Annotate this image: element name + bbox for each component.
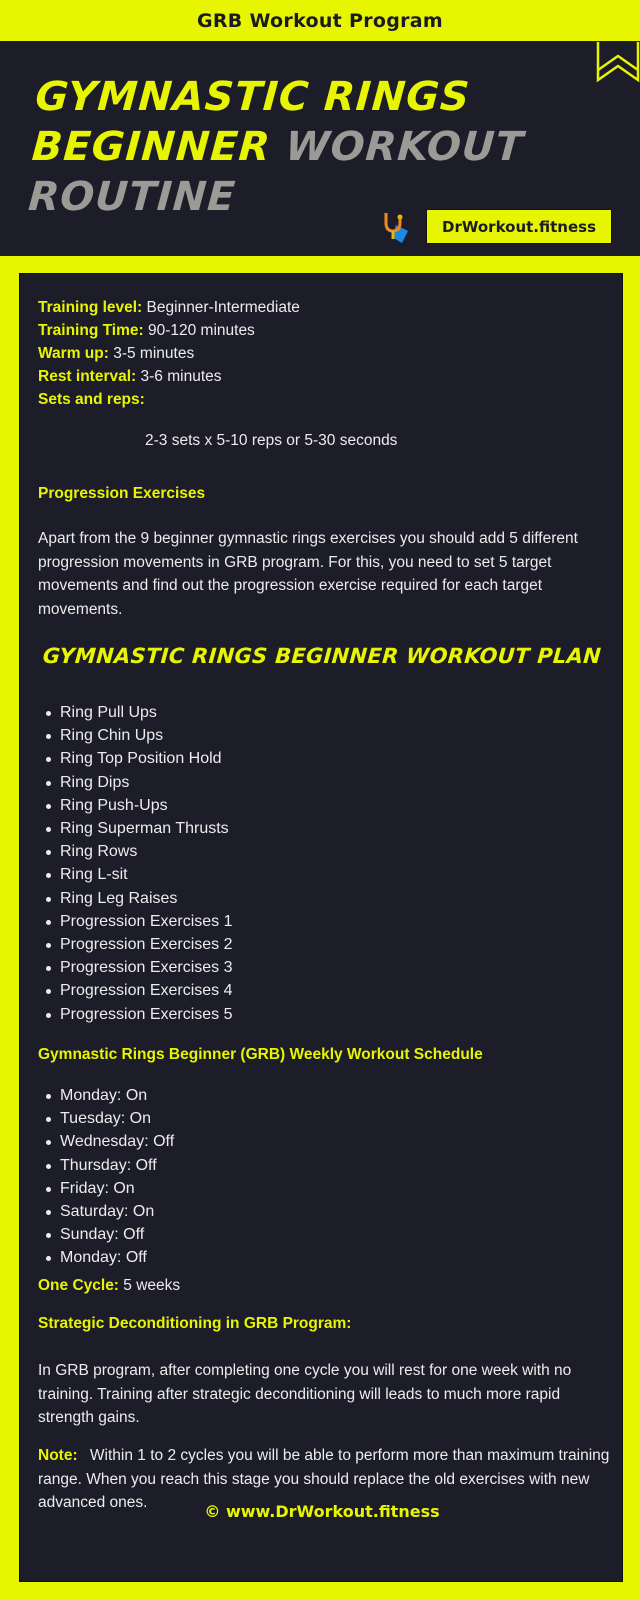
list-item: Ring Chin Ups: [38, 724, 233, 747]
bookmark-chevron-icon: [596, 42, 640, 84]
list-item: Friday: On: [38, 1177, 174, 1200]
exercise-list: [38, 701, 233, 1026]
title-line-3: ROUTINE: [26, 174, 238, 220]
list-item: Progression Exercises 2: [38, 933, 233, 956]
weekly-schedule-list: [38, 1084, 174, 1270]
detail-sets-reps: Sets and reps:: [38, 391, 145, 408]
brand-badge[interactable]: DrWorkout.fitness: [426, 209, 612, 244]
brand-block: [382, 209, 612, 244]
footer-copyright[interactable]: © www.DrWorkout.fitness: [204, 1502, 440, 1521]
training-details: [38, 296, 300, 411]
stethoscope-logo-icon: [382, 211, 410, 243]
list-item: Sunday: Off: [38, 1223, 174, 1246]
list-item: Ring L-sit: [38, 863, 233, 886]
hero-header: [0, 41, 640, 256]
list-item: Progression Exercises 1: [38, 910, 233, 933]
content-card: [19, 273, 623, 1582]
list-item: Ring Top Position Hold: [38, 747, 233, 770]
note-block: Note: Within 1 to 2 cycles you will be able to perform more than maximum training range. When you reach this stage you should replace the old exercises with new advanced ones.: [38, 1447, 610, 1511]
title-line-2-yellow: BEGINNER: [30, 124, 273, 170]
list-item: Progression Exercises 5: [38, 1003, 233, 1026]
sets-reps-value: 2-3 sets x 5-10 reps or 5-30 seconds: [145, 432, 398, 449]
title-line-1: GYMNASTIC RINGS: [33, 74, 472, 120]
detail-rest-interval: Rest interval: 3-6 minutes: [38, 368, 222, 385]
detail-training-level: Training level: Beginner-Intermediate: [38, 299, 300, 316]
deconditioning-heading: Strategic Deconditioning in GRB Program:: [38, 1315, 352, 1332]
list-item: Progression Exercises 3: [38, 956, 233, 979]
list-item: Saturday: On: [38, 1200, 174, 1223]
deconditioning-paragraph: In GRB program, after completing one cycle you will rest for one week with no training. Training after strategic deconditioning will leads to much more rapid strength gains.: [38, 1362, 572, 1426]
list-item: Monday: Off: [38, 1246, 174, 1269]
title-line-2-gray: WORKOUT: [283, 124, 526, 170]
schedule-heading: Gymnastic Rings Beginner (GRB) Weekly Workout Schedule: [38, 1046, 483, 1063]
program-title: GRB Workout Program: [196, 9, 444, 32]
list-item: Ring Rows: [38, 840, 233, 863]
one-cycle: One Cycle: 5 weeks: [38, 1277, 181, 1294]
progression-heading: Progression Exercises: [38, 485, 206, 502]
list-item: Progression Exercises 4: [38, 979, 233, 1002]
list-item: Wednesday: Off: [38, 1130, 174, 1153]
list-item: Thursday: Off: [38, 1154, 174, 1177]
list-item: Ring Leg Raises: [38, 887, 233, 910]
list-item: Ring Dips: [38, 771, 233, 794]
list-item: Ring Pull Ups: [38, 701, 233, 724]
detail-warm-up: Warm up: 3-5 minutes: [38, 345, 195, 362]
list-item: Ring Push-Ups: [38, 794, 233, 817]
detail-training-time: Training Time: 90-120 minutes: [38, 322, 255, 339]
hero-title: [27, 72, 529, 222]
list-item: Ring Superman Thrusts: [38, 817, 233, 840]
progression-paragraph: Apart from the 9 beginner gymnastic rings exercises you should add 5 different progression movements in GRB program. For this, you need to set 5 target movements and find out the progression exercise required for each target movements.: [38, 530, 578, 618]
workout-plan-title: GYMNASTIC RINGS BEGINNER WORKOUT PLAN: [42, 644, 602, 668]
top-banner: [0, 0, 640, 41]
list-item: Tuesday: On: [38, 1107, 174, 1130]
list-item: Monday: On: [38, 1084, 174, 1107]
